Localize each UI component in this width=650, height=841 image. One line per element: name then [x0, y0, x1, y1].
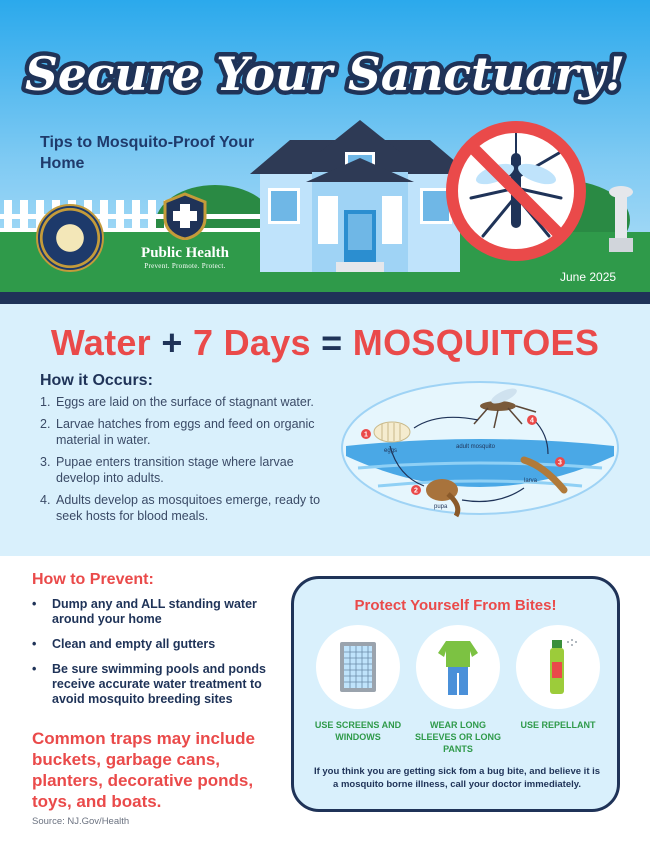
- eggs-icon: [374, 422, 410, 442]
- header-banner: [0, 0, 650, 292]
- label-larva: larva: [524, 478, 538, 484]
- page-title: [0, 22, 650, 117]
- common-traps-note: Common traps may include buckets, garbage cans, planters, decorative ponds, toys, and boats.: [32, 729, 255, 811]
- no-mosquito-icon: [443, 118, 589, 264]
- headline-mosquitoes: MOSQUITOES: [352, 322, 600, 363]
- diagram-number-1: 1: [364, 431, 368, 439]
- list-item: • Be sure swimming pools and ponds receive accurate water treatment to avoid mosquito breeding sites: [32, 662, 284, 707]
- step-text: Adults develop as mosquitoes emerge, ready to seek hosts for blood meals.: [56, 493, 321, 523]
- public-health-logo: [130, 192, 240, 270]
- prevent-list: [32, 597, 284, 717]
- tip-label: WEAR LONG SLEEVES OR LONG PANTS: [414, 720, 501, 754]
- public-health-name: Public Health: [141, 245, 229, 261]
- tip-clothing: [410, 625, 506, 755]
- label-eggs: eggs: [384, 448, 398, 454]
- diagram-number-2: 2: [414, 487, 418, 495]
- doctor-note: If you think you are getting sick fom a bug bite, and believe it is a mosquito borne illness, call your doctor immediately.: [313, 766, 601, 790]
- step-text: Pupae enters transition stage where larvae develop into adults.: [56, 455, 294, 485]
- township-seal: [36, 204, 104, 272]
- shield-cross-icon: [161, 192, 209, 240]
- subtitle: Tips to Mosquito-Proof Your Home: [40, 134, 255, 172]
- protect-yourself-box: [291, 576, 620, 812]
- diagram-number-3: 3: [558, 459, 562, 467]
- headline-equals: =: [321, 322, 343, 363]
- step-text: Eggs are laid on the surface of stagnant water.: [56, 395, 314, 409]
- headline-water: Water: [50, 322, 151, 363]
- headline-days: 7 Days: [192, 322, 311, 363]
- prevent-text: Be sure swimming pools and ponds receive accurate water treatment to avoid mosquito breeding sites: [52, 662, 266, 706]
- lifecycle-diagram: [338, 376, 622, 520]
- public-health-tagline: Prevent. Promote. Protect.: [144, 262, 226, 270]
- how-it-occurs-title: How it Occurs:: [40, 372, 153, 389]
- label-pupa: pupa: [434, 504, 448, 510]
- clothing-icon: [438, 637, 478, 697]
- bird-bath-illustration: [606, 182, 636, 254]
- issue-date: June 2025: [560, 270, 617, 284]
- diagram-number-4: 4: [530, 417, 534, 425]
- tip-label: USE SCREENS AND WINDOWS: [314, 720, 402, 742]
- prevent-text: Clean and empty all gutters: [52, 637, 216, 651]
- list-item: 4. Adults develop as mosquitoes emerge, ready to seek hosts for blood meals.: [40, 492, 330, 524]
- tip-label: USE REPELLANT: [520, 720, 596, 730]
- how-to-prevent-title: How to Prevent:: [32, 571, 154, 588]
- list-item: 1. Eggs are laid on the surface of stagnant water.: [40, 395, 314, 409]
- header-divider: [0, 292, 650, 304]
- tip-screens: [310, 625, 406, 743]
- title-text: Secure Your Sanctuary!: [25, 47, 625, 101]
- headline-plus: +: [161, 322, 183, 363]
- repellent-spray-icon: [538, 636, 578, 698]
- prevent-text: Dump any and ALL standing water around your home: [52, 597, 257, 626]
- list-item: 2. Larvae hatches from eggs and feed on organic material in water.: [40, 416, 330, 448]
- label-adult: adult mosquito: [456, 444, 496, 450]
- source-citation: Source: NJ.Gov/Health: [32, 816, 130, 827]
- window-screen-icon: [338, 640, 378, 694]
- protect-title: Protect Yourself From Bites!: [354, 597, 557, 614]
- lifecycle-steps: [40, 394, 330, 530]
- tip-repellent: [510, 625, 606, 731]
- step-text: Larvae hatches from eggs and feed on organic material in water.: [56, 417, 315, 447]
- list-item: • Dump any and ALL standing water around your home: [32, 597, 284, 627]
- headline: [0, 322, 650, 364]
- list-item: 3. Pupae enters transition stage where larvae develop into adults.: [40, 454, 330, 486]
- list-item: • Clean and empty all gutters: [32, 637, 216, 651]
